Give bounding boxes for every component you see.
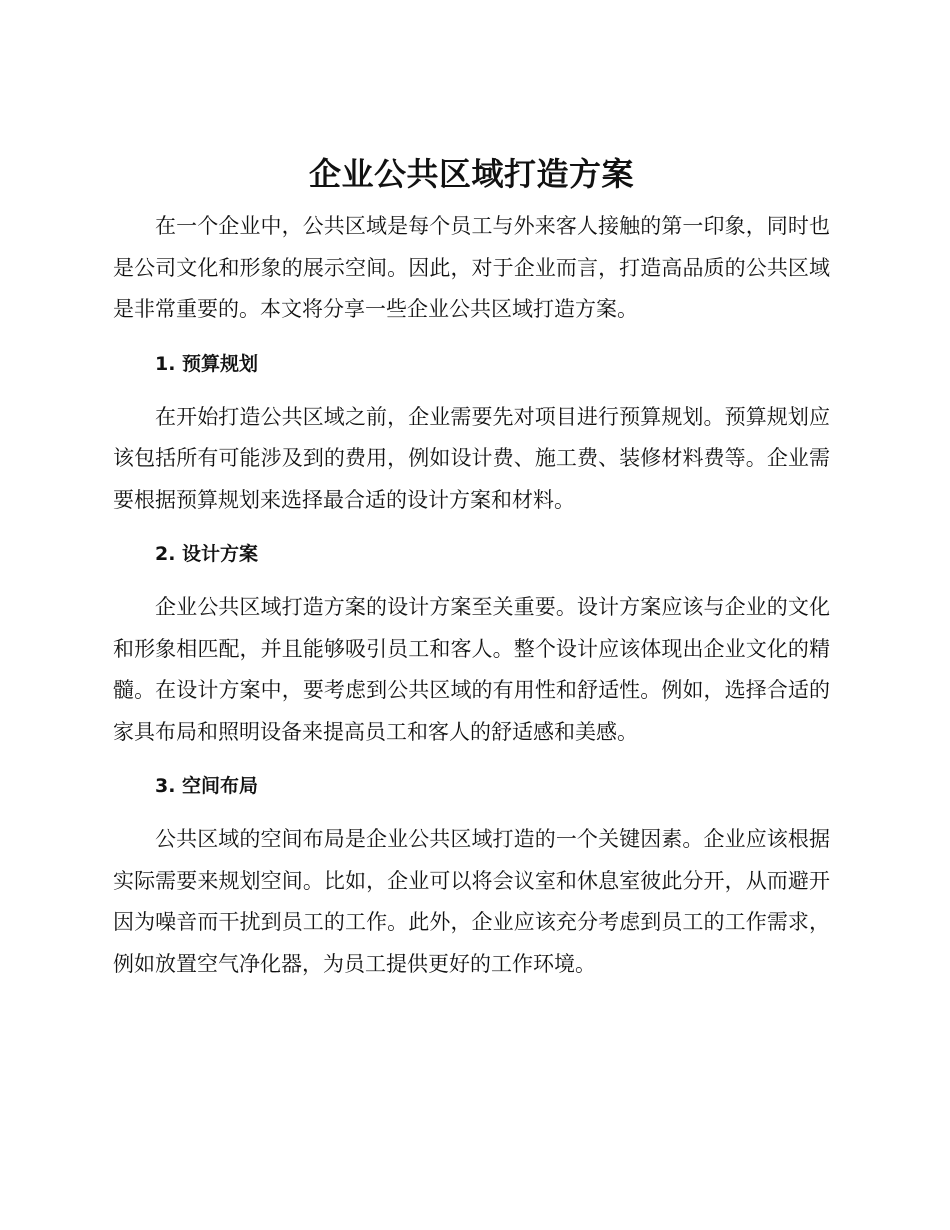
- section-space-layout: [113, 764, 830, 985]
- section-heading: 2. 设计方案: [155, 543, 259, 565]
- section-body: 在开始打造公共区域之前，企业需要先对项目进行预算规划。预算规划应该包括所有可能涉及到的费用，例如设计费、施工费、装修材料费等。企业需要根据预算规划来选择最合适的设计方案和材料。: [113, 404, 830, 512]
- section-design-plan: [113, 532, 830, 753]
- document-title: 企业公共区域打造方案: [308, 155, 634, 193]
- section-budget-planning: [113, 342, 830, 522]
- intro-paragraph: 在一个企业中，公共区域是每个员工与外来客人接触的第一印象，同时也是公司文化和形象的展示空间。因此，对于企业而言，打造高品质的公共区域是非常重要的。本文将分享一些企业公共区域打造方案。: [113, 214, 830, 321]
- section-body: 公共区域的空间布局是企业公共区域打造的一个关键因素。企业应该根据实际需要来规划空间。比如，企业可以将会议室和休息室彼此分开，从而避开因为噪音而干扰到员工的工作。此外，企业应该充分考虑到员工的工作需求，例如放置空气净化器，为员工提供更好的工作环境。: [113, 827, 830, 976]
- section-heading: 1. 预算规划: [155, 352, 259, 375]
- section-heading: 3. 空间布局: [155, 775, 259, 797]
- section-body: 企业公共区域打造方案的设计方案至关重要。设计方案应该与企业的文化和形象相匹配，并且能够吸引员工和客人。整个设计应该体现出企业文化的精髓。在设计方案中，要考虑到公共区域的有用性和舒适性。例如，选择合适的家具布局和照明设备来提高员工和客人的舒适感和美感。: [113, 595, 830, 744]
